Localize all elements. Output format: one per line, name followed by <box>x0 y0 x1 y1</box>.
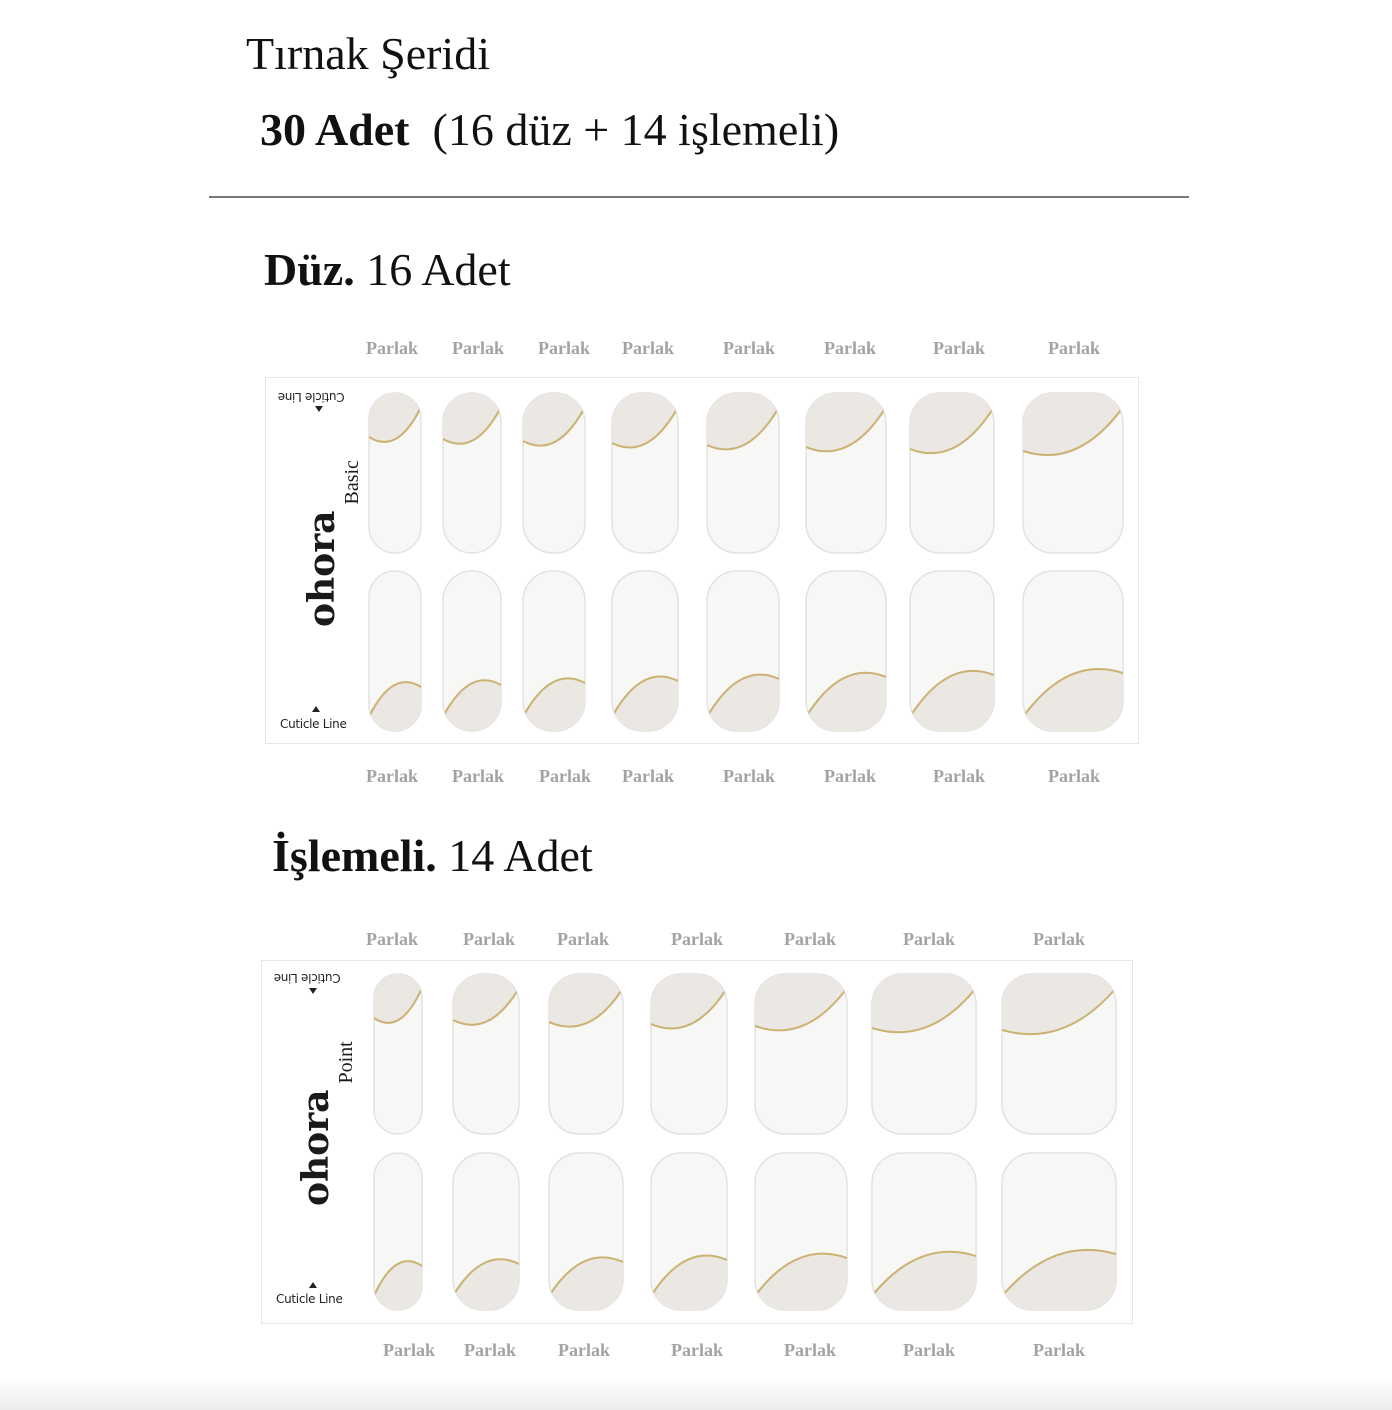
finish-label: Parlak <box>933 766 985 786</box>
finish-label: Parlak <box>452 766 504 786</box>
section-heading-basic <box>264 240 511 300</box>
nail-strips <box>262 961 1132 1323</box>
finish-label: Parlak <box>464 1340 516 1360</box>
finish-label: Parlak <box>933 338 985 358</box>
brand-sub: Point <box>335 1041 357 1084</box>
finish-label: Parlak <box>784 929 836 949</box>
page-title: Tırnak Şeridi <box>246 28 490 79</box>
nail-strips <box>266 378 1138 743</box>
finish-label: Parlak <box>558 1340 610 1360</box>
finish-label: Parlak <box>903 1340 955 1360</box>
nail-sheet-basic <box>265 377 1139 744</box>
finish-label: Parlak <box>784 1340 836 1360</box>
divider <box>209 196 1189 198</box>
finish-label: Parlak <box>366 338 418 358</box>
finish-label: Parlak <box>671 929 723 949</box>
finish-label: Parlak <box>383 1340 435 1360</box>
brand-name: ohora <box>295 1089 337 1206</box>
finish-label: Parlak <box>539 766 591 786</box>
product-count <box>260 100 839 160</box>
finish-label: Parlak <box>824 338 876 358</box>
finish-label: Parlak <box>723 766 775 786</box>
cuticle-line-label-bottom: Cuticle Line <box>280 717 347 731</box>
cuticle-line-label-top: Cuticle Line <box>274 971 341 985</box>
finish-label: Parlak <box>366 929 418 949</box>
finish-label: Parlak <box>1033 929 1085 949</box>
brand-name: ohora <box>301 510 343 627</box>
finish-label: Parlak <box>1048 766 1100 786</box>
section-heading-point <box>272 826 593 886</box>
heading-bold: İşlemeli. <box>272 830 437 881</box>
finish-label: Parlak <box>463 929 515 949</box>
finish-label: Parlak <box>824 766 876 786</box>
finish-label: Parlak <box>366 766 418 786</box>
brand-sub: Basic <box>341 460 363 505</box>
cuticle-line-label-top: Cuticle Line <box>278 390 345 404</box>
heading-count: 14 Adet <box>448 830 593 881</box>
finish-label: Parlak <box>1033 1340 1085 1360</box>
count-detail: (16 düz + 14 işlemeli) <box>432 104 840 155</box>
nail-sheet-point <box>261 960 1133 1324</box>
finish-label: Parlak <box>622 338 674 358</box>
count-bold: 30 Adet <box>260 104 410 155</box>
bottom-shadow <box>0 1378 1392 1410</box>
heading-count: 16 Adet <box>366 244 511 295</box>
finish-label: Parlak <box>671 1340 723 1360</box>
finish-label: Parlak <box>903 929 955 949</box>
finish-label: Parlak <box>723 338 775 358</box>
heading-bold: Düz. <box>264 244 355 295</box>
finish-label: Parlak <box>557 929 609 949</box>
cuticle-line-label-bottom: Cuticle Line <box>276 1292 343 1306</box>
finish-label: Parlak <box>538 338 590 358</box>
finish-label: Parlak <box>622 766 674 786</box>
finish-label: Parlak <box>452 338 504 358</box>
finish-label: Parlak <box>1048 338 1100 358</box>
